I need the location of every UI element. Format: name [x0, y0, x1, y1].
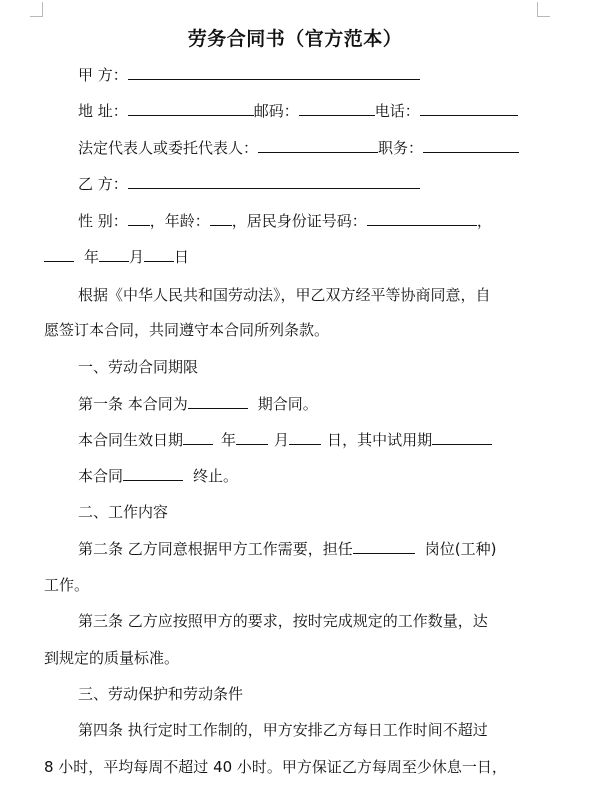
effective-date-line	[44, 429, 544, 451]
trial-period-blank	[432, 429, 492, 445]
article-2-line-1	[44, 538, 544, 560]
job-position-blank	[353, 538, 415, 554]
month-blank	[99, 246, 129, 262]
gender-blank	[128, 210, 150, 226]
section-2-heading	[44, 501, 544, 523]
article-3-text-1: 第三条 乙方应按照甲方的要求，按时完成规定的工作数量，达	[78, 612, 488, 630]
section-3-heading	[44, 683, 544, 705]
gender-age-id-line	[44, 210, 544, 232]
age-label: ，年龄：	[149, 212, 210, 230]
effective-month-label: 月	[274, 431, 290, 449]
article-3-text-2: 到规定的质量标准。	[44, 649, 180, 667]
legal-rep-blank	[258, 137, 378, 153]
month-label: 月	[129, 248, 145, 266]
article-4-text-2: 8 小时，平均每周不超过 40 小时。甲方保证乙方每周至少休息一日，	[44, 758, 507, 776]
article-4-text-1: 第四条 执行定时工作制的，甲方安排乙方每日工作时间不超过	[78, 721, 488, 739]
legal-rep-line	[44, 137, 544, 159]
party-a-blank	[128, 64, 420, 80]
party-b-label: 乙 方：	[78, 175, 128, 193]
address-blank	[128, 100, 254, 116]
effective-day-label: 日	[327, 431, 343, 449]
party-a-line	[44, 64, 544, 86]
phone-blank	[420, 100, 518, 116]
id-number-blank	[367, 210, 477, 226]
article-1-suffix: 期合同。	[257, 395, 318, 413]
section-3-text: 三、劳动保护和劳动条件	[78, 685, 244, 703]
position-label: 职务：	[378, 139, 424, 157]
page-corner-mark-left	[30, 2, 43, 17]
article-1-line	[44, 393, 544, 415]
phone-label: 电话：	[374, 102, 420, 120]
address-label: 地 址：	[78, 102, 128, 120]
trial-period-label: ，其中试用期	[342, 431, 433, 449]
article-3-line-2	[44, 647, 544, 669]
effective-date-label: 本合同生效日期	[78, 431, 184, 449]
party-b-line	[44, 173, 544, 195]
id-label: ，居民身份证号码：	[231, 212, 367, 230]
section-1-text: 一、劳动合同期限	[78, 358, 199, 376]
section-1-heading	[44, 356, 544, 378]
document-title: 劳务合同书（官方范本）	[187, 28, 403, 50]
article-4-line-2	[44, 756, 544, 778]
end-date-label: 本合同	[78, 467, 124, 485]
article-2-suffix: 岗位(工种)	[424, 540, 497, 558]
day-label: 日	[174, 248, 190, 266]
section-2-text: 二、工作内容	[78, 503, 169, 521]
effective-year-blank	[183, 429, 213, 445]
effective-day-blank	[289, 429, 321, 445]
intro-text-1: 根据《中华人民共和国劳动法》，甲乙双方经平等协商同意，自	[78, 286, 491, 304]
article-2-prefix: 第二条 乙方同意根据甲方工作需要，担任	[78, 540, 353, 558]
party-b-blank	[128, 173, 420, 189]
postcode-label: 邮码：	[253, 102, 299, 120]
article-3-line-1	[44, 610, 544, 632]
age-blank	[210, 210, 232, 226]
end-date-line	[44, 465, 544, 487]
day-blank	[144, 246, 174, 262]
address-line	[44, 100, 544, 122]
end-date-blank	[123, 465, 183, 481]
intro-text-2: 愿签订本合同，共同遵守本合同所列条款。	[44, 321, 330, 339]
page-corner-mark-right	[537, 2, 550, 17]
article-4-line-1	[44, 719, 544, 741]
legal-rep-label: 法定代表人或委托代表人：	[78, 139, 259, 157]
date-line	[44, 246, 544, 268]
article-1-prefix: 第一条 本合同为	[78, 395, 188, 413]
year-label: 年	[84, 248, 100, 266]
effective-year-label: 年	[221, 431, 237, 449]
article-2-text-2: 工作。	[44, 576, 90, 594]
intro-paragraph-line-2	[44, 319, 544, 341]
party-a-label: 甲 方：	[78, 66, 128, 84]
effective-month-blank	[236, 429, 268, 445]
article-2-line-2	[44, 574, 544, 596]
intro-paragraph-line-1	[44, 284, 544, 306]
comma: ，	[476, 212, 492, 230]
position-blank	[423, 137, 519, 153]
postcode-blank	[299, 100, 375, 116]
year-blank	[44, 246, 74, 262]
gender-label: 性 别：	[78, 212, 128, 230]
contract-term-blank	[188, 393, 248, 409]
end-date-suffix: 终止。	[193, 467, 239, 485]
